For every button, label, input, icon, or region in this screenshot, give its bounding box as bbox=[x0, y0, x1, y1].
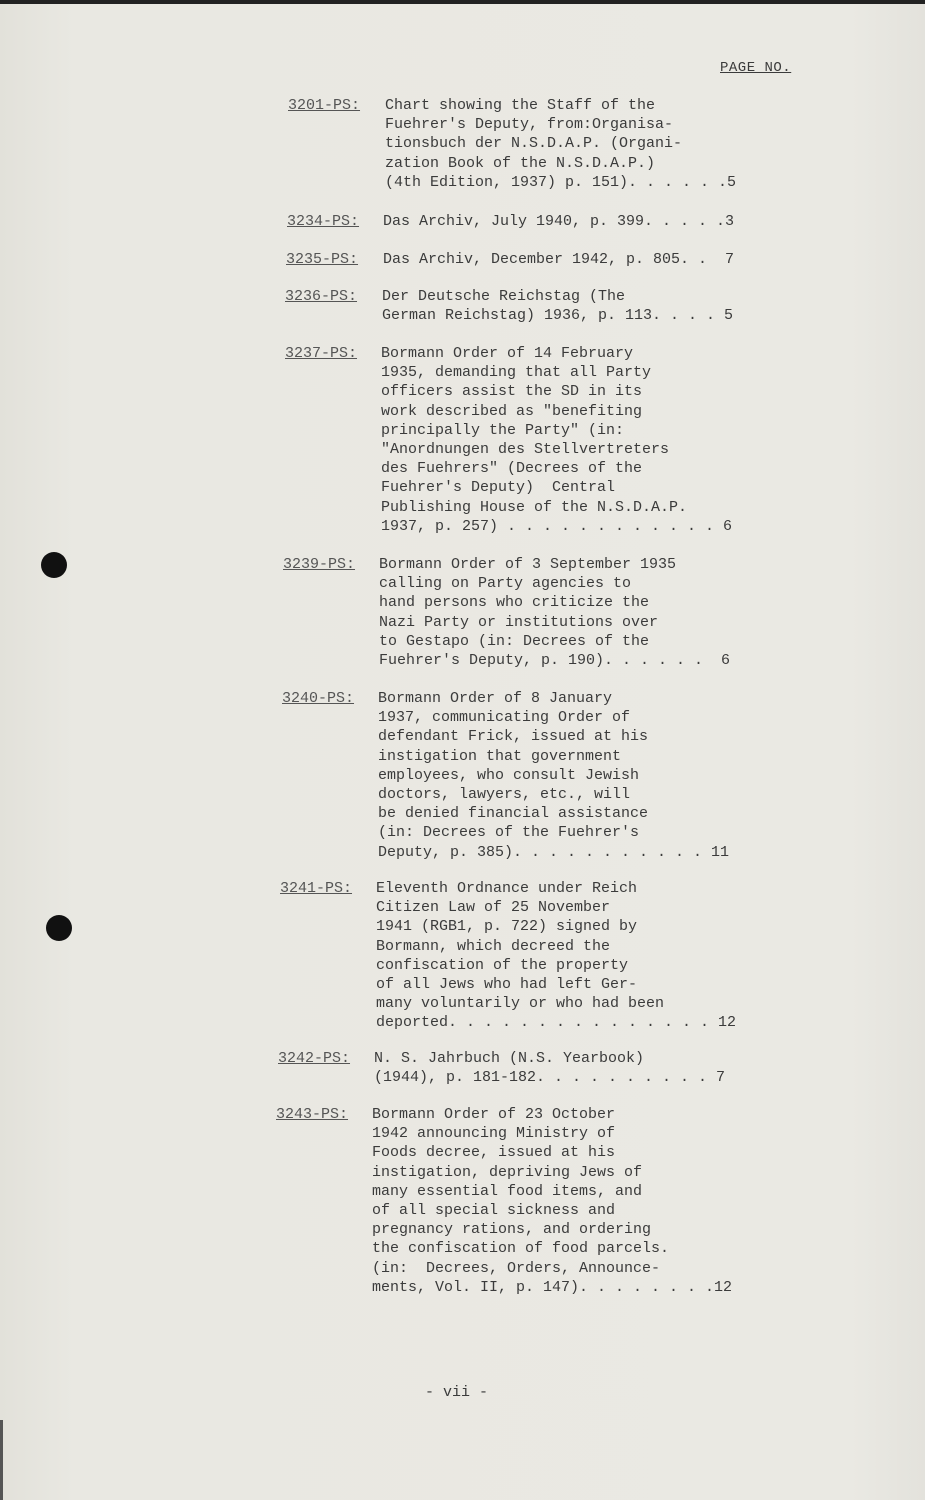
entry-code: 3241-PS: bbox=[280, 880, 353, 897]
entry-description: Bormann Order of 3 September 1935 calling on Party agencies to hand persons who criticize the Nazi Party or institutions over to Gestapo (in: Decrees of the Fuehrer's Deputy, p. 190). . . . . . 6 bbox=[379, 556, 731, 670]
entry-description: Bormann Order of 14 February 1935, demanding that all Party officers assist the SD in its work described as "benefiting principally the Party" (in: "Anordnungen des Stellvertreters des Fuehrers" (Decrees of the Fuehrer's Deputy) Central Publishing House of the N.S.D.A.P. 1937, p. 257) . . . . . . . . . . . . 6 bbox=[381, 345, 733, 535]
entry-code: 3236-PS: bbox=[285, 288, 358, 305]
entry-code: 3243-PS: bbox=[276, 1106, 349, 1123]
scan-edge-left bbox=[0, 1420, 3, 1500]
entry-description: Das Archiv, December 1942, p. 805. . 7 bbox=[383, 251, 735, 268]
entry-description: Das Archiv, July 1940, p. 399. . . . .3 bbox=[383, 213, 735, 230]
entry-code: 3235-PS: bbox=[286, 251, 359, 268]
entry-description: Eleventh Ordnance under Reich Citizen Law of 25 November 1941 (RGB1, p. 722) signed by Bormann, which decreed the confiscation of the property of all Jews who had left Ger- many voluntarily or who had been deported. . . . . . . . . . . . . . . 12 bbox=[376, 880, 737, 1032]
entry-description: Chart showing the Staff of the Fuehrer's Deputy, from:Organisa- tionsbuch der N.S.D.A.P. (Organi- zation Book of the N.S.D.A.P.) (4th Edition, 1937) p. 151). . . . . .5 bbox=[385, 97, 737, 191]
entry-description: Der Deutsche Reichstag (The German Reichstag) 1936, p. 113. . . . 5 bbox=[382, 288, 734, 325]
entry-code: 3239-PS: bbox=[283, 556, 356, 573]
entry-code: 3240-PS: bbox=[282, 690, 355, 707]
entry-code: 3237-PS: bbox=[285, 345, 358, 362]
entry-code: 3234-PS: bbox=[287, 213, 360, 230]
scan-edge-top bbox=[0, 0, 925, 4]
punch-hole-upper bbox=[41, 552, 67, 578]
entry-description: N. S. Jahrbuch (N.S. Yearbook) (1944), p. 181-182. . . . . . . . . . 7 bbox=[374, 1050, 726, 1087]
entry-code: 3201-PS: bbox=[288, 97, 361, 114]
entry-description: Bormann Order of 8 January 1937, communicating Order of defendant Frick, issued at his instigation that government employees, who consult Jewish doctors, lawyers, etc., will be denied financial assistance (in: Decrees of the Fuehrer's Deputy, p. 385). . . . . . . . . . . 11 bbox=[378, 690, 730, 861]
page-no-header: PAGE NO. bbox=[720, 60, 792, 76]
page-number-footer: - vii - bbox=[425, 1384, 489, 1401]
punch-hole-lower bbox=[46, 915, 72, 941]
entry-code: 3242-PS: bbox=[278, 1050, 351, 1067]
entry-description: Bormann Order of 23 October 1942 announcing Ministry of Foods decree, issued at his instigation, depriving Jews of many essential food items, and of all special sickness and pregnancy rations, and ordering the confiscation of food parcels. (in: Decrees, Orders, Announce- ments, Vol. II, p. 147). . . . . . . .12 bbox=[372, 1106, 733, 1296]
